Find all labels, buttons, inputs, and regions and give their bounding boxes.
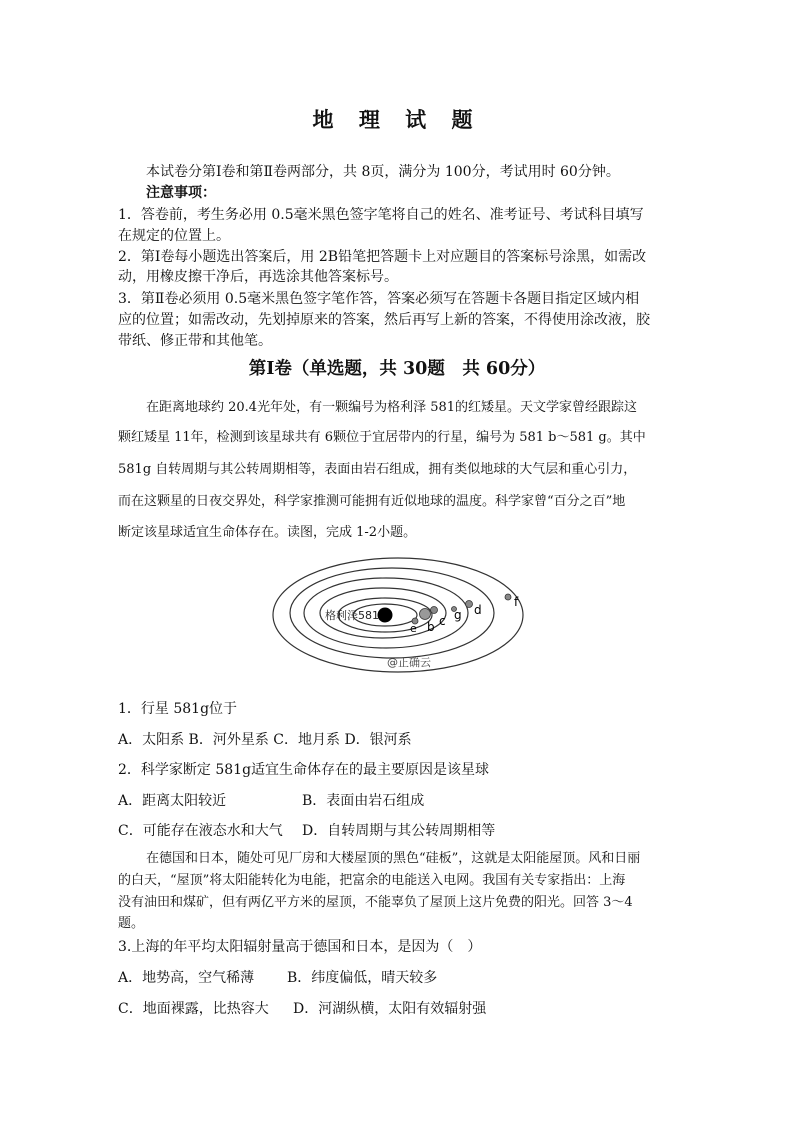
- orbit-f: [273, 558, 523, 672]
- notice-line: 2．第Ⅰ卷每小题选出答案后，用 2B铅笔把答题卡上对应题目的答案标号涂黑，如需改: [118, 249, 647, 265]
- planetary-system-diagram: [270, 553, 525, 675]
- notice-line: 带纸、修正带和其他笔。: [118, 333, 272, 349]
- question-3-option-a: A．地势高，空气稀薄: [118, 970, 255, 986]
- question-3-option-b: B．纬度偏低，晴天较多: [287, 970, 438, 986]
- planet-d: [466, 601, 473, 608]
- question-3-option-d: D．河湖纵横，太阳有效辐射强: [293, 1001, 487, 1017]
- question-2-option-a: A．距离太阳较近: [118, 793, 227, 809]
- passage2-line: 没有油田和煤矿，但有两亿平方米的屋顶，不能辜负了屋顶上这片免费的阳光。回答 3～4: [118, 895, 633, 910]
- question-2-stem: 2．科学家断定 581g适宜生命体存在的最主要原因是该星球: [118, 762, 490, 778]
- notice-line: 应的位置；如需改动，先划掉原来的答案，然后再写上新的答案，不得使用涂改液，胶: [118, 312, 650, 328]
- star-label: 格利泽581: [325, 609, 379, 622]
- passage2-line: 在德国和日本，随处可见厂房和大楼屋顶的黑色“硅板”，这就是太阳能屋顶。风和日丽: [146, 851, 641, 866]
- question-1-stem: 1．行星 581g位于: [118, 701, 238, 717]
- watermark: @正确云: [387, 656, 431, 669]
- planet-label-e: e: [410, 622, 417, 635]
- star-gliese-581: [378, 608, 393, 623]
- passage2-line: 题。: [118, 916, 145, 931]
- page-title: 地 理 试 题: [312, 107, 482, 132]
- intro-text: 本试卷分第Ⅰ卷和第Ⅱ卷两部分，共 8页，满分为 100分，考试用时 60分钟。: [146, 164, 620, 180]
- planet-label-d: d: [474, 603, 482, 617]
- passage-line: 在距离地球约 20.4光年处，有一颗编号为格利泽 581的红矮星。天文学家曾经跟踪这: [146, 400, 638, 415]
- planet-label-c: c: [439, 614, 446, 628]
- planet-b: [420, 609, 431, 620]
- question-1-options: A．太阳系 B．河外星系 C．地月系 D．银河系: [118, 732, 412, 748]
- passage-line: 581g 自转周期与其公转周期相等，表面由岩石组成，拥有类似地球的大气层和重心引力，: [118, 462, 637, 477]
- notice-line: 3．第Ⅱ卷必须用 0.5毫米黑色签字笔作答，答案必须写在答题卡各题目指定区域内相: [118, 291, 640, 307]
- question-2-option-b: B．表面由岩石组成: [302, 793, 425, 809]
- notice-line: 1．答卷前，考生务必用 0.5毫米黑色签字笔将自己的姓名、准考证号、考试科目填写: [118, 207, 644, 223]
- planet-label-b: b: [427, 620, 435, 634]
- notice-heading: 注意事项：: [146, 185, 216, 201]
- passage-line: 断定该星球适宜生命体存在。读图，完成 1-2小题。: [118, 525, 417, 540]
- passage2-line: 的白天，“屋顶”将太阳能转化为电能，把富余的电能送入电网。我国有关专家指出：上海: [118, 873, 626, 888]
- notice-line: 动，用橡皮擦干净后，再选涂其他答案标号。: [118, 269, 398, 285]
- planet-c: [431, 607, 438, 614]
- question-3-stem: 3.上海的年平均太阳辐射量高于德国和日本，是因为（ ）: [118, 939, 482, 955]
- question-3-option-c: C．地面裸露，比热容大: [118, 1001, 269, 1017]
- planet-label-f: f: [514, 595, 519, 609]
- passage-line: 而在这颗星的日夜交界处，科学家推测可能拥有近似地球的温度。科学家曾“百分之百”地: [118, 494, 626, 509]
- planet-label-g: g: [454, 608, 462, 622]
- notice-line: 在规定的位置上。: [118, 228, 230, 244]
- passage-line: 颗红矮星 11年，检测到该星球共有 6颗位于宜居带内的行星，编号为 581 b～581 g。其中: [118, 430, 646, 445]
- planet-f: [505, 594, 511, 600]
- question-2-option-c: C．可能存在液态水和大气: [118, 823, 283, 839]
- section-title: 第Ⅰ卷（单选题，共 30题 共 60分）: [248, 359, 546, 379]
- question-2-option-d: D．自转周期与其公转周期相等: [302, 823, 496, 839]
